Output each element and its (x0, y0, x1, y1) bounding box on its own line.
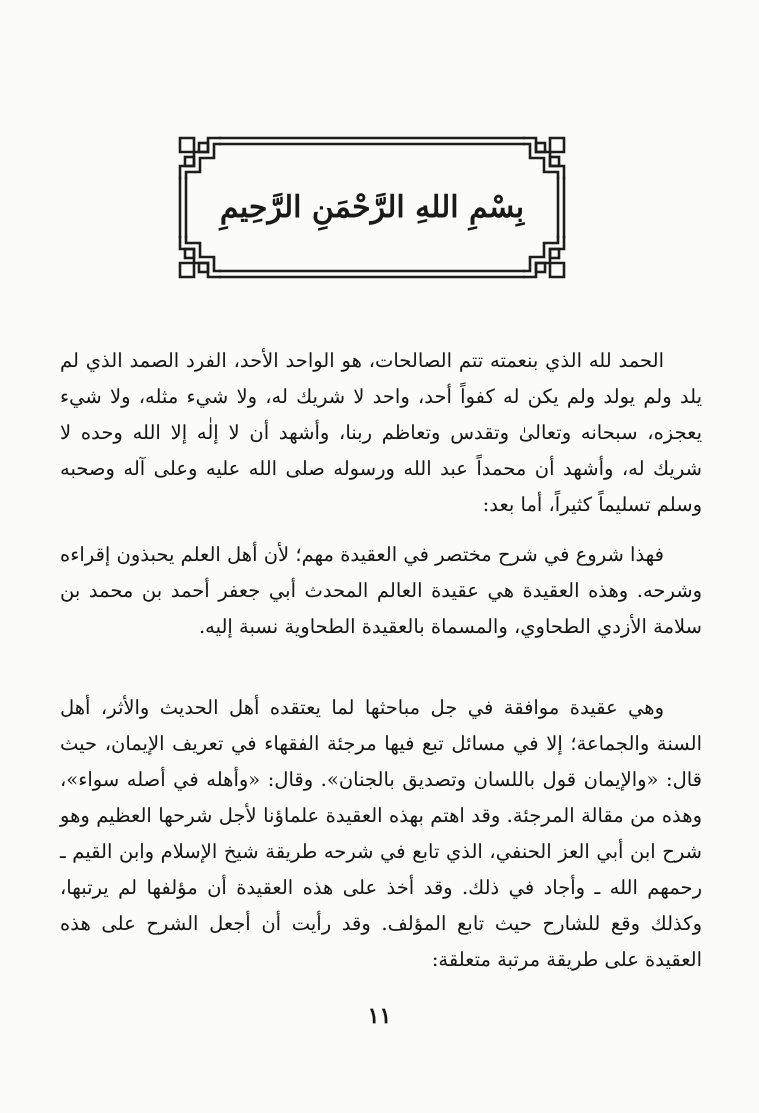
paragraph-text: الحمد لله الذي بنعمته تتم الصالحات، هو الواحد الأحد، الفرد الصمد الذي لم يلد ولم يولد ولم يكن له كفواً أحد، واحد لا شريك له، ولا شيء مثله، ولا شيء يعجزه، سبحانه وتعالىٰ وتقدس وتعاظم ربنا، وأشهد أن لا إلٰه إلا الله وحده لا شريك له، وأشهد أن محمداً عبد الله ورسوله صلى الله عليه وعلى آله وصحبه وسلم تسليماً كثيراً، أما بعد: (60, 349, 702, 516)
paragraph-description (60, 690, 702, 978)
basmala-calligraphy: بِسْمِ اللهِ الرَّحْمَنِ الرَّحِيمِ (219, 190, 525, 225)
paragraph-introduction (60, 537, 702, 645)
paragraph-opening (60, 343, 702, 523)
paragraph-text: فهذا شروع في شرح مختصر في العقيدة مهم؛ لأن أهل العلم يحبذون إقراءه وشرحه. وهذه العقيدة هي عقيدة العالم المحدث أبي جعفر أحمد بن محمد بن سلامة الأزدي الطحاوي، والمسماة بالعقيدة الطحاوية نسبة إليه. (60, 543, 702, 638)
paragraph-text: وهي عقيدة موافقة في جل مباحثها لما يعتقده أهل الحديث والأثر، أهل السنة والجماعة؛ إلا في مسائل تبع فيها مرجئة الفقهاء في تعريف الإيمان، حيث قال: «والإيمان قول باللسان وتصديق بالجنان». وقال: «وأهله في أصله سواء»، وهذه من مقالة المرجئة. وقد اهتم بهذه العقيدة علماؤنا لأجل شرحها العظيم وهو شرح ابن أبي العز الحنفي، الذي تابع في شرحه طريقة شيخ الإسلام وابن القيم ـ رحمهم الله ـ وأجاد في ذلك. وقد أخذ على هذه العقيدة أن مؤلفها لم يرتبها، وكذلك وقع للشارح حيث تابع المؤلف. وقد رأيت أن أجعل الشرح على هذه العقيدة على طريقة مرتبة متعلقة: (60, 696, 702, 971)
page-number: ١١ (367, 1003, 392, 1029)
basmala-ornamental-frame (172, 130, 572, 285)
